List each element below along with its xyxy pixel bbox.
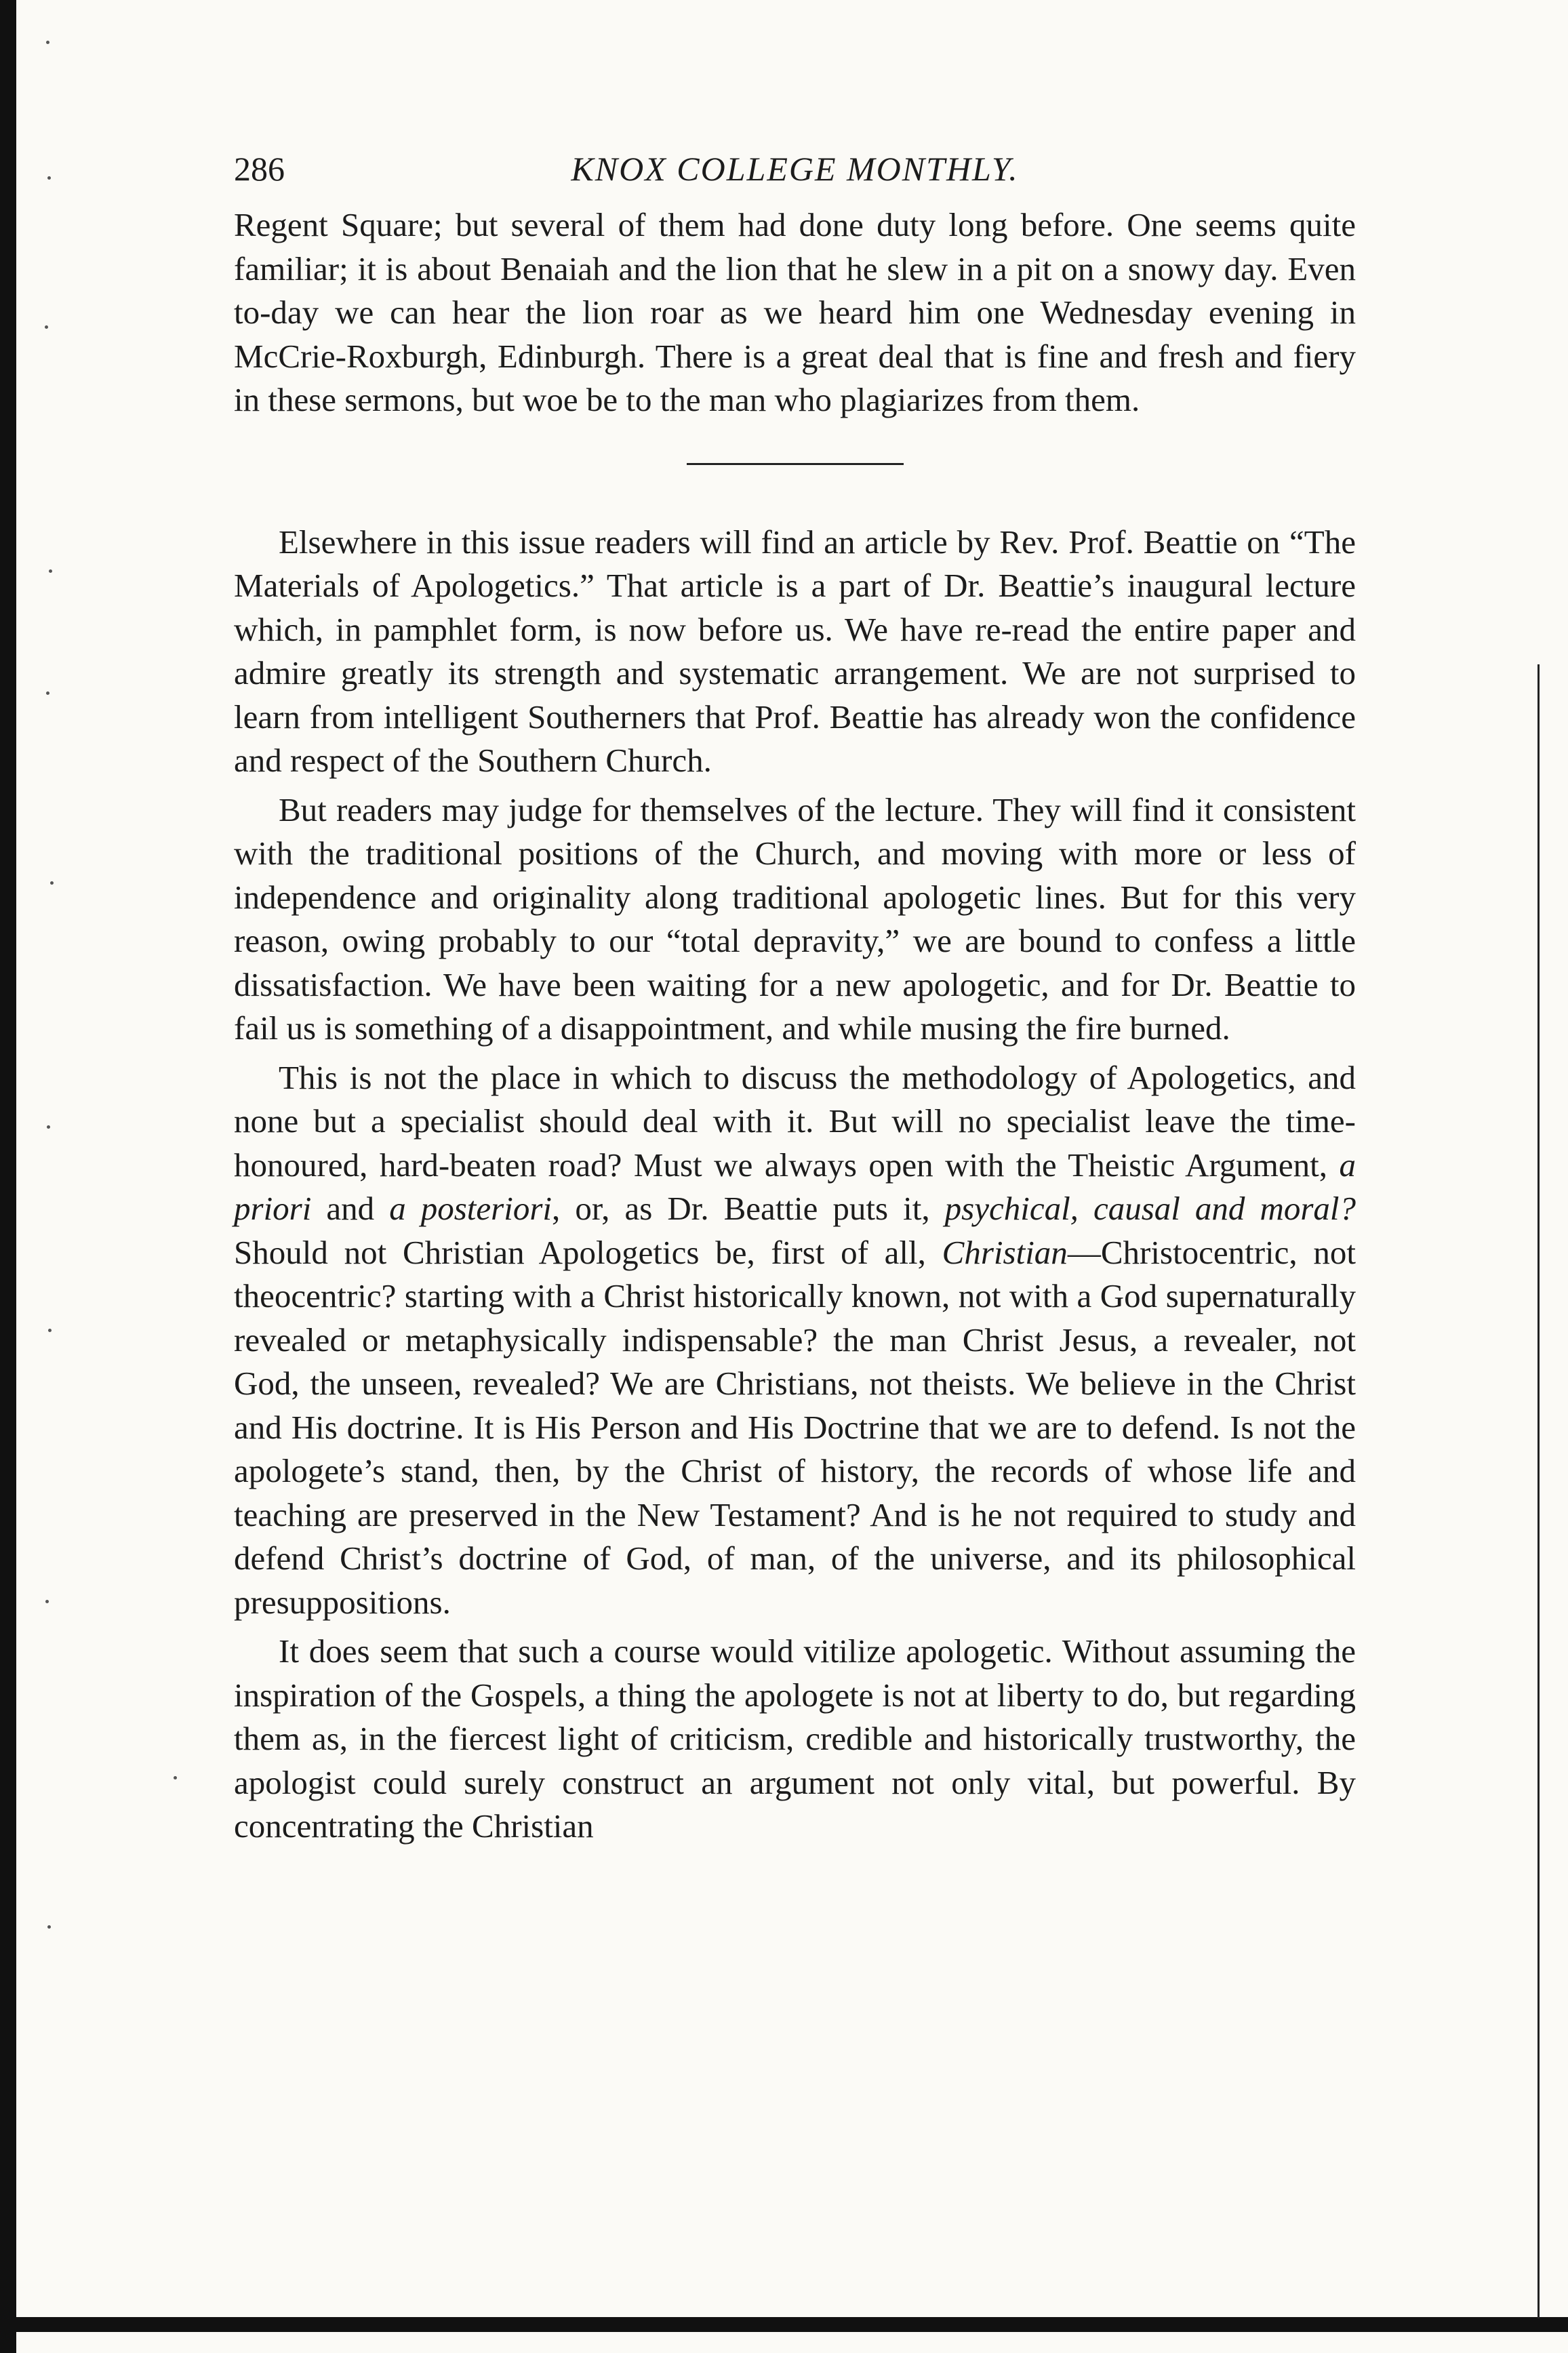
page-number: 286	[234, 150, 285, 188]
speck	[49, 569, 52, 573]
italic-term: psychical, causal and moral?	[944, 1190, 1356, 1227]
text-run: —Christocentric, not theocentric? starting with a Christ historically known, not with a God supernaturally revealed or metaphysically indispensable? the man Christ Jesus, a revealer, not God, the unseen, revealed? We are Christians, not theists. We believe in the Christ and His doctrine. It is His Person and His Doctrine that we are to defend. Is not the apologete’s stand, then, by the Christ of history, the records of whose life and teaching are preserved in the New Testament? And is he not required to study and defend Christ’s doctrine of God, of man, of the universe, and its philosophical presuppositions.	[234, 1233, 1356, 1621]
paragraph: Regent Square; but several of them had done duty long before. One seems quite familiar; it is about Benaiah and the lion that he slew in a pit on a snowy day. Even to-day we can hear the lion roar as we heard him one Wednesday evening in McCrie-Roxburgh, Edinburgh. There is a great deal that is fine and fresh and fiery in these sermons, but woe be to the man who plagiarizes from them.	[234, 206, 1356, 418]
page-content	[234, 142, 1356, 1849]
text-run: , or, as Dr. Beattie puts it,	[552, 1190, 945, 1227]
section-divider	[687, 463, 904, 465]
speck	[47, 1925, 51, 1929]
italic-term: a posteriori	[389, 1190, 552, 1227]
speck	[45, 1600, 49, 1603]
speck	[46, 41, 49, 44]
speck	[174, 1776, 177, 1779]
scan-border-bottom	[0, 2317, 1568, 2332]
paragraph: But readers may judge for themselves of the lecture. They will find it consistent with the traditional positions of the Church, and moving with more or less of independence and originality along traditional apologetic lines. But for this very reason, owing probably to our “total depravity,” we are bound to confess a little dissatisfaction. We have been waiting for a new apologetic, and for Dr. Beattie to fail us is something of a disappointment, and while musing the fire burned.	[234, 790, 1356, 1047]
article-body	[234, 203, 1356, 1849]
scan-border-right	[1537, 664, 1540, 2318]
running-head	[234, 142, 1356, 203]
speck	[47, 176, 51, 180]
speck	[45, 325, 48, 329]
text-run: This is not the place in which to discuss the methodology of Apologetics, and none but a specialist should deal with it. But will no specialist leave the time-honoured, hard-beaten road? Must we always open with the Theistic Argument,	[234, 1058, 1356, 1184]
margin-specks	[45, 41, 58, 1939]
journal-title: KNOX COLLEGE MONTHLY.	[571, 150, 1019, 188]
italic-term: Christian	[942, 1233, 1068, 1271]
speck	[47, 1125, 50, 1129]
speck	[50, 881, 54, 885]
speck	[46, 691, 49, 695]
paragraph: It does seem that such a course would vitilize apologetic. Without assuming the inspiration of the Gospels, a thing the apologete is not at liberty to do, but regarding them as, in the fiercest light of criticism, credible and historically trustworthy, the apologist could surely construct an argument not only vital, but powerful. By concentrating the Christian	[234, 1632, 1356, 1845]
scan-border-left	[0, 0, 16, 2353]
italic-term: a priori	[234, 1146, 1356, 1227]
speck	[48, 1329, 52, 1332]
text-run: and	[311, 1190, 390, 1227]
paragraph	[234, 1056, 1356, 1625]
paragraph: Elsewhere in this issue readers will find an article by Rev. Prof. Beattie on “The Materials of Apologetics.” That article is a part of Dr. Beattie’s inaugural lecture which, in pamphlet form, is now before us. We have re-read the entire paper and admire greatly its strength and systematic arrangement. We are not surprised to learn from intelligent Southerners that Prof. Beattie has already won the confidence and respect of the Southern Church.	[234, 523, 1356, 779]
text-run: Should not Christian Apologetics be, first of all,	[234, 1233, 942, 1271]
